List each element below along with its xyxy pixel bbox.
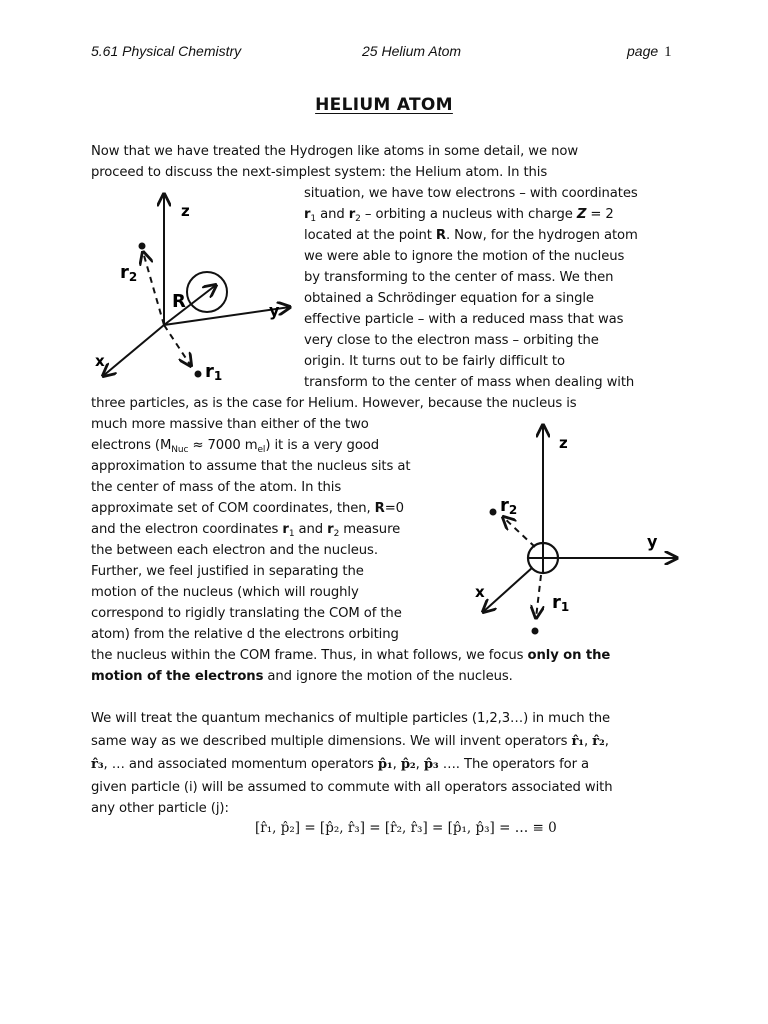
text-line: very close to the electron mass – orbiting the xyxy=(304,333,599,348)
header-course: 5.61 Physical Chemistry xyxy=(91,43,242,59)
text-line: much more massive than either of the two xyxy=(91,417,369,432)
text-line: motion of the electrons and ignore the motion of the nucleus. xyxy=(91,669,513,684)
text-line: the between each electron and the nucleus. xyxy=(91,543,378,558)
page-title: HELIUM ATOM xyxy=(315,95,453,115)
label-r2: r2 xyxy=(120,262,138,284)
electron-1-dot xyxy=(532,628,539,635)
text-line: r̂₃, … and associated momentum operators p̂₁, p̂₂, p̂₃ …. The operators for a xyxy=(91,757,589,772)
vector-r2 xyxy=(503,517,535,547)
figure-com-coordinates xyxy=(465,415,690,645)
figure-helium-coordinates xyxy=(85,180,295,390)
label-r2: r2 xyxy=(500,495,518,517)
symbol-r2: r xyxy=(348,207,356,222)
text-line: origin. It turns out to be fairly difficult to xyxy=(304,354,565,369)
text-line: situation, we have tow electrons – with coordinates xyxy=(304,186,638,201)
electron-2-dot xyxy=(139,243,146,250)
text-line: by transforming to the center of mass. We then xyxy=(304,270,614,285)
electron-2-dot xyxy=(490,509,497,516)
text-line: Now that we have treated the Hydrogen like atoms in some detail, we now xyxy=(91,144,579,159)
page-number: 1 xyxy=(664,44,672,60)
text-line: motion of the nucleus (which will roughly xyxy=(91,585,359,600)
text-line: electrons ($M_{Nuc} \approx 7000$ $m_{el}$) it is a very good xyxy=(91,438,380,455)
label-r1: r1 xyxy=(552,592,570,614)
text-line: obtained a Schrödinger equation for a single xyxy=(304,291,594,306)
vector-r2 xyxy=(143,252,164,325)
text-line: transform to the center of mass when dealing with xyxy=(304,375,635,390)
text-line: proceed to discuss the next-simplest system: the Helium atom. In this xyxy=(91,165,548,180)
text-line: the center of mass of the atom. In this xyxy=(91,480,342,495)
symbol-r1: r xyxy=(304,207,311,222)
electron-1-dot xyxy=(195,371,202,378)
text-line: $r_1$ and $r_2$ – orbiting a nucleus with charge Z = 2 xyxy=(304,207,614,224)
axis-label-z: z xyxy=(181,202,190,220)
text-line: same way as we described multiple dimensions. We will invent operators r̂₁, r̂₂, xyxy=(91,734,609,749)
axis-label-y: y xyxy=(647,532,658,551)
header-page xyxy=(627,43,672,61)
text-line: correspond to rigidly translating the COM of the xyxy=(91,606,402,621)
text-line: three particles, as is the case for Helium. However, because the nucleus is xyxy=(91,396,577,411)
label-r1: r1 xyxy=(205,361,223,383)
symbol-R: R xyxy=(435,228,446,243)
vector-r1 xyxy=(164,325,191,366)
text-line: atom) from the relative d the electrons orbiting xyxy=(91,627,399,642)
axis-label-z: z xyxy=(559,434,568,452)
text-line: approximate set of COM coordinates, then, R=0 xyxy=(91,501,404,516)
text-line: the nucleus within the COM frame. Thus, in what follows, we focus only on the xyxy=(91,648,611,663)
axis-label-y: y xyxy=(269,301,280,320)
symbol-Z: Z xyxy=(576,207,587,222)
text-line: given particle (i) will be assumed to commute with all operators associated with xyxy=(91,780,613,795)
text-line: we were able to ignore the motion of the nucleus xyxy=(304,249,625,264)
text-line: and the electron coordinates $r_1$ and $r_2$ measure xyxy=(91,522,401,539)
axis-label-x: x xyxy=(475,583,485,601)
x-axis xyxy=(103,325,164,376)
text-line: approximation to assume that the nucleus sits at xyxy=(91,459,411,474)
text-line: Further, we feel justified in separating the xyxy=(91,564,364,579)
vector-r1 xyxy=(536,575,541,618)
commutator-equation: [r̂₁, p̂₂] = [p̂₂, r̂₃] = [r̂₂, r̂₃] = [p̂₁, p̂₃] = … ≡ 0 xyxy=(255,820,557,836)
text-line: any other particle (j): xyxy=(91,801,229,816)
text-line: effective particle – with a reduced mass that was xyxy=(304,312,624,327)
text-line: We will treat the quantum mechanics of multiple particles (1,2,3…) in much the xyxy=(91,711,610,726)
text-line: located at the point R. Now, for the hydrogen atom xyxy=(304,228,638,243)
header-lecture: 25 Helium Atom xyxy=(362,43,462,59)
axis-label-x: x xyxy=(95,352,105,370)
label-R: R xyxy=(172,291,186,312)
page-label: page xyxy=(627,43,659,59)
